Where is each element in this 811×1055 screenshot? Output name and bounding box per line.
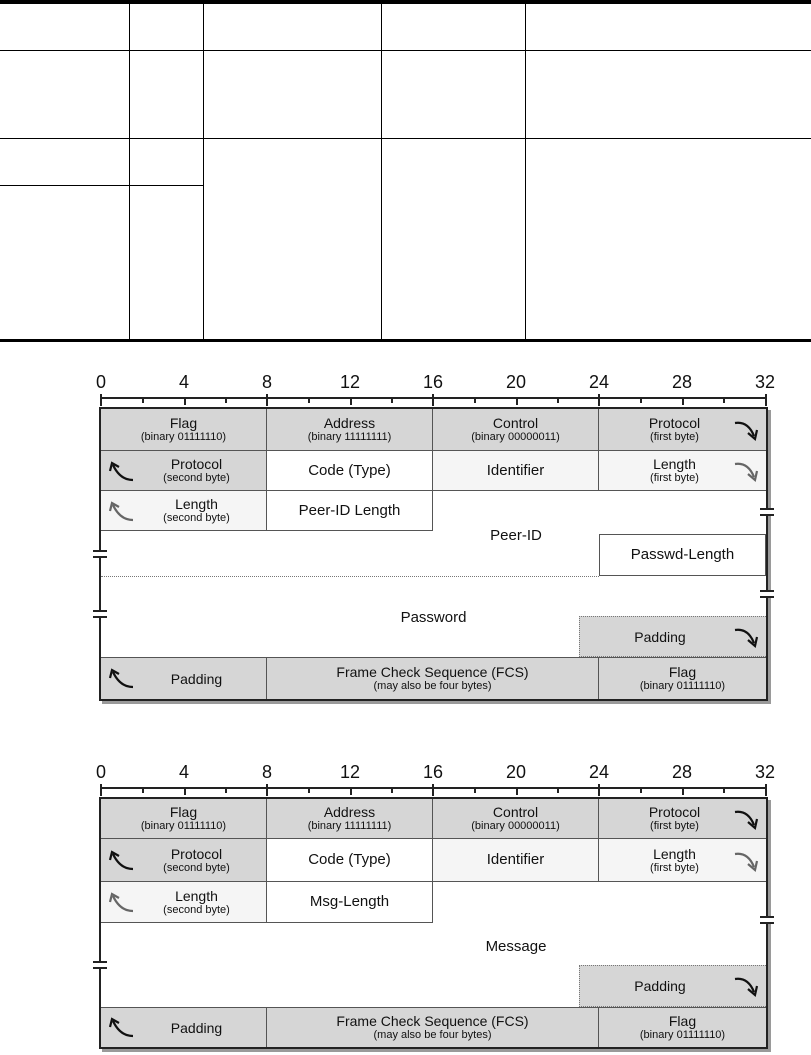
break-mark-icon — [93, 548, 107, 560]
address-field — [267, 799, 433, 839]
scale-rule — [100, 787, 767, 789]
closing-flag-field — [599, 1007, 766, 1047]
break-mark-icon — [93, 959, 107, 971]
peer-id-length-field — [267, 491, 433, 531]
scale-tick — [682, 397, 684, 405]
scale-tick — [142, 397, 144, 403]
scale-tick — [225, 397, 227, 403]
scale-tick — [391, 397, 393, 403]
identifier-field — [433, 451, 599, 491]
scale-label: 20 — [505, 372, 527, 392]
fcs-field — [267, 1007, 599, 1047]
field-title: Length — [175, 887, 218, 904]
scale-tick — [266, 784, 268, 796]
scale-tick — [225, 787, 227, 793]
field-title: Protocol — [648, 804, 701, 820]
scale-label: 8 — [261, 372, 272, 392]
scale-tick — [100, 784, 102, 796]
curved-arrow-icon — [106, 666, 136, 692]
field-title: Address — [323, 415, 376, 431]
field-title: Length — [653, 456, 696, 472]
peer-id-field: Peer-ID — [490, 527, 542, 544]
scale-tick — [516, 787, 518, 795]
curved-arrow-icon — [732, 973, 762, 999]
scale-label: 28 — [671, 762, 693, 782]
scale-tick — [723, 397, 725, 403]
empty-table — [0, 0, 811, 342]
scale-label: 32 — [754, 762, 776, 782]
table-top-rule — [0, 0, 811, 4]
field-subtitle: (first byte) — [650, 861, 699, 874]
scale-tick — [391, 787, 393, 793]
identifier-field — [433, 839, 599, 882]
flag-field — [101, 409, 267, 451]
fcs-field — [267, 657, 599, 699]
field-title: Padding — [634, 978, 686, 994]
field-subtitle: (second byte) — [163, 512, 230, 524]
scale-label: 4 — [178, 762, 189, 782]
curved-arrow-icon — [732, 848, 762, 874]
table-col-divider — [381, 4, 382, 339]
control-field — [433, 799, 599, 839]
field-subtitle: (binary 11111111) — [307, 820, 392, 832]
curved-arrow-icon — [732, 458, 762, 484]
field-title: Padding — [170, 670, 223, 687]
field-subtitle: (binary 01111110) — [140, 431, 227, 443]
control-field — [433, 409, 599, 451]
table-col-divider — [203, 4, 204, 339]
scale-tick — [598, 394, 600, 406]
packet-diagram-peer-id — [0, 372, 811, 712]
scale-tick — [308, 397, 310, 403]
field-subtitle: (binary 00000011) — [471, 820, 560, 832]
scale-tick — [142, 787, 144, 793]
break-mark-icon — [93, 608, 107, 620]
scale-tick — [640, 787, 642, 793]
scale-label: 24 — [588, 372, 610, 392]
scale-tick — [557, 397, 559, 403]
curved-arrow-icon — [732, 806, 762, 832]
scale-label: 0 — [95, 372, 106, 392]
scale-label: 32 — [754, 372, 776, 392]
field-title: Length — [653, 845, 696, 862]
field-title: Frame Check Sequence (FCS) — [336, 664, 529, 680]
scale-rule — [100, 397, 767, 399]
field-title: Peer-ID Length — [298, 501, 401, 519]
field-boundary-dotted — [101, 576, 599, 577]
scale-tick — [474, 787, 476, 793]
scale-tick — [432, 394, 434, 406]
break-mark-icon — [760, 914, 774, 926]
field-subtitle: (binary 00000011) — [471, 431, 560, 443]
field-title: Identifier — [486, 851, 545, 868]
curved-arrow-icon — [106, 848, 136, 874]
curved-arrow-icon — [732, 624, 762, 650]
table-col-divider — [129, 4, 130, 339]
scale-tick — [682, 787, 684, 795]
scale-tick — [765, 394, 767, 406]
scale-tick — [350, 397, 352, 405]
field-title: Flag — [668, 664, 697, 680]
curved-arrow-icon — [732, 417, 762, 443]
field-title: Protocol — [170, 456, 223, 472]
scale-tick — [723, 787, 725, 793]
password-field: Password — [400, 609, 467, 626]
field-title: Passwd-Length — [630, 546, 735, 563]
message-field: Message — [485, 938, 547, 955]
flag-field — [101, 799, 267, 839]
scale-tick — [474, 397, 476, 403]
scale-tick — [184, 787, 186, 795]
scale-label: 16 — [422, 762, 444, 782]
code-type-field — [267, 839, 433, 882]
field-subtitle: (binary 01111110) — [639, 1029, 726, 1041]
break-mark-icon — [760, 506, 774, 518]
scale-label: 0 — [95, 762, 106, 782]
field-subtitle: (first byte) — [650, 431, 699, 443]
scale-label: 8 — [261, 762, 272, 782]
scale-label: 12 — [339, 762, 361, 782]
field-subtitle: (second byte) — [163, 861, 230, 874]
break-mark-icon — [760, 588, 774, 600]
field-title: Identifier — [486, 461, 545, 479]
field-title: Padding — [170, 1019, 223, 1036]
scale-tick — [598, 784, 600, 796]
scale-tick — [100, 394, 102, 406]
field-title: Flag — [169, 415, 198, 431]
field-title: Flag — [668, 1013, 697, 1029]
field-subtitle: (second byte) — [163, 903, 230, 916]
table-bottom-rule — [0, 339, 811, 342]
scale-tick — [266, 394, 268, 406]
curved-arrow-icon — [106, 459, 136, 485]
field-title: Frame Check Sequence (FCS) — [336, 1013, 529, 1029]
field-title: Control — [492, 804, 539, 820]
scale-tick — [765, 784, 767, 796]
field-subtitle: (may also be four bytes) — [373, 680, 492, 692]
field-title: Msg-Length — [309, 893, 390, 910]
closing-flag-field — [599, 657, 766, 699]
table-subrow-rule — [0, 185, 203, 186]
msg-length-field — [267, 882, 433, 923]
field-title: Code (Type) — [308, 461, 391, 479]
table-row-rule — [0, 138, 811, 139]
curved-arrow-icon — [106, 890, 136, 916]
field-title: Protocol — [170, 845, 223, 862]
field-subtitle: (binary 01111110) — [140, 820, 227, 832]
scale-label: 12 — [339, 372, 361, 392]
scale-tick — [432, 784, 434, 796]
scale-label: 16 — [422, 372, 444, 392]
field-title: Length — [175, 496, 218, 512]
scale-tick — [557, 787, 559, 793]
field-subtitle: (first byte) — [650, 820, 699, 832]
scale-tick — [350, 787, 352, 795]
field-subtitle: (second byte) — [163, 472, 230, 484]
field-subtitle: (binary 11111111) — [307, 431, 392, 443]
scale-tick — [184, 397, 186, 405]
code-type-field — [267, 451, 433, 491]
field-title: Control — [492, 415, 539, 431]
field-subtitle: (first byte) — [650, 472, 699, 484]
field-subtitle: (may also be four bytes) — [373, 1029, 492, 1041]
field-subtitle: (binary 01111110) — [639, 680, 726, 692]
scale-label: 4 — [178, 372, 189, 392]
scale-label: 20 — [505, 762, 527, 782]
field-title: Flag — [169, 804, 198, 820]
scale-label: 28 — [671, 372, 693, 392]
field-title: Code (Type) — [308, 851, 391, 868]
field-title: Padding — [634, 628, 686, 645]
table-col-divider — [525, 4, 526, 339]
scale-tick — [308, 787, 310, 793]
table-header-rule — [0, 50, 811, 51]
field-title: Protocol — [648, 415, 701, 431]
scale-label: 24 — [588, 762, 610, 782]
passwd-length-field — [599, 534, 766, 576]
scale-tick — [516, 397, 518, 405]
curved-arrow-icon — [106, 499, 136, 525]
scale-tick — [640, 397, 642, 403]
address-field — [267, 409, 433, 451]
curved-arrow-icon — [106, 1015, 136, 1041]
field-title: Address — [323, 804, 376, 820]
packet-diagram-message — [0, 762, 811, 1054]
